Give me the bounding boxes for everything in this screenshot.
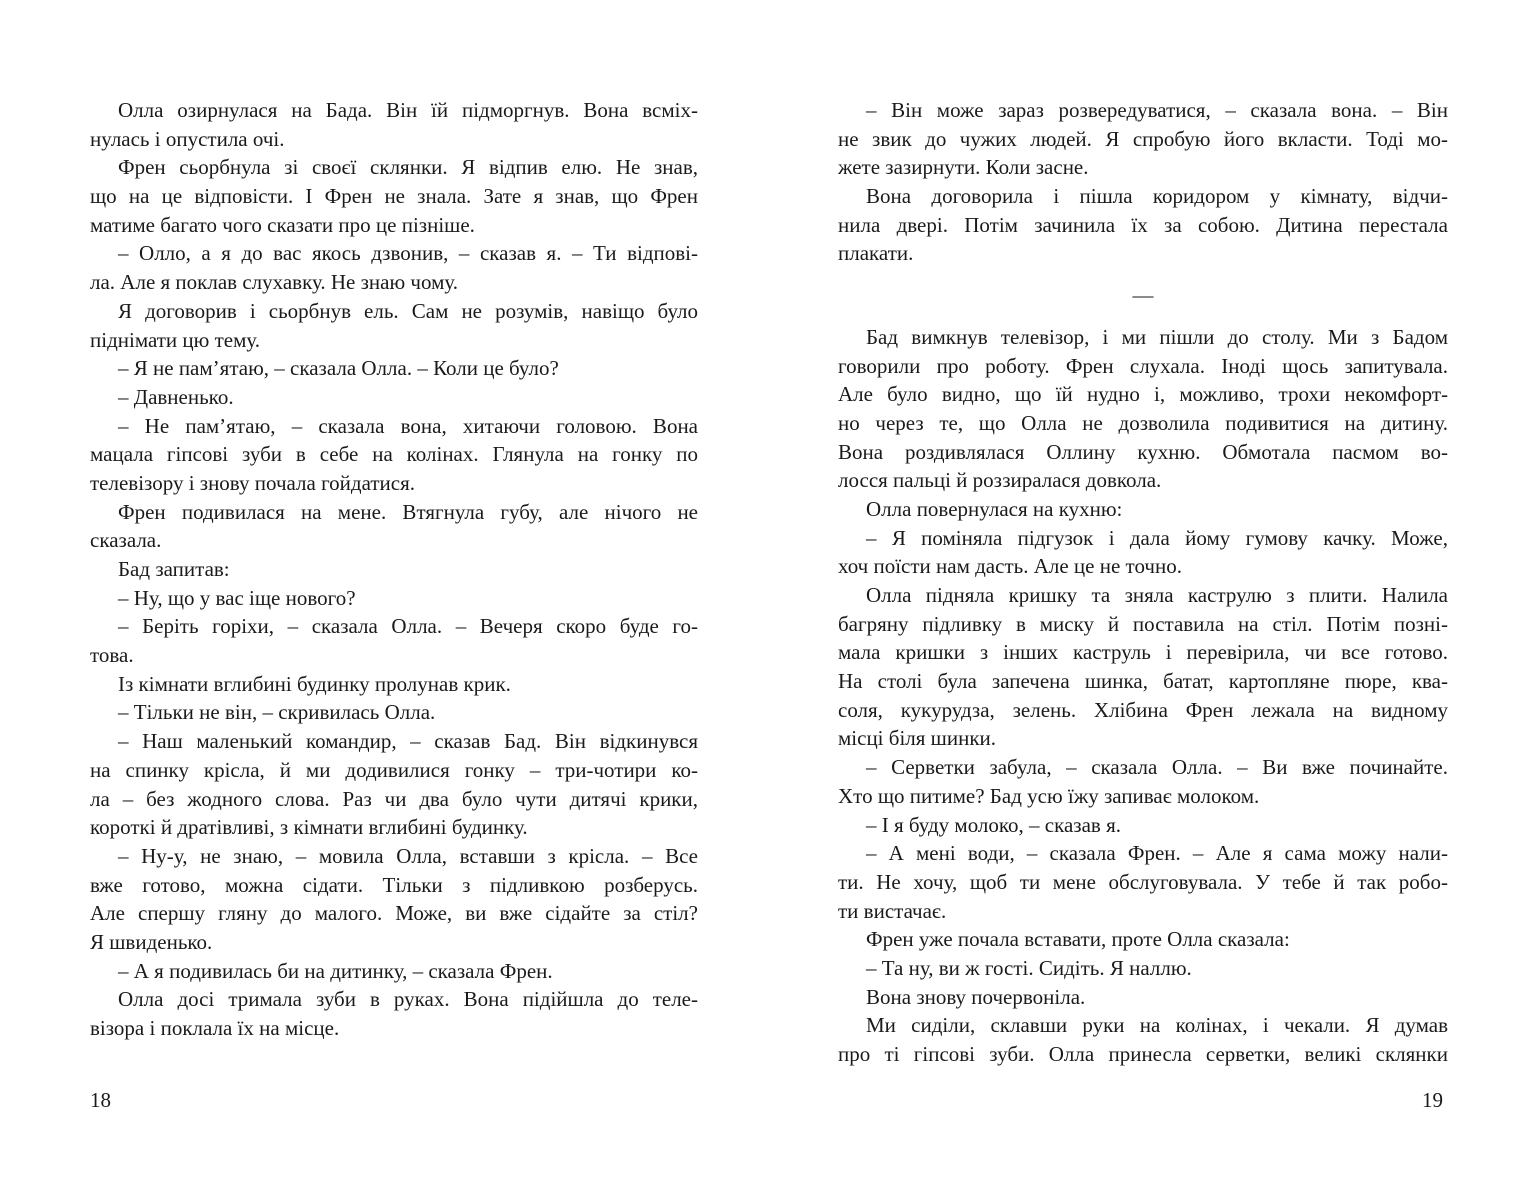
text-line: това.: [90, 643, 134, 668]
text-line: Вона знову почервоніла.: [866, 984, 1086, 1009]
text-line: – Ну, що у вас іще нового?: [118, 585, 356, 610]
text-line: – Ну-у, не знаю, – мовила Олла, вставши з крісла. – Все: [118, 843, 698, 868]
text-line: ла. Але я поклав слухавку. Не знаю чому.: [90, 270, 459, 295]
text-line: не звик до чужих людей. Я спробую його вкласти. Тоді мо-: [838, 126, 1448, 151]
text-line: лосся пальці й роззиралася довкола.: [838, 468, 1162, 493]
text-line: нулась і опустила очі.: [90, 126, 285, 151]
text-line: На столі була запечена шинка, батат, картопляне пюре, ква-: [838, 669, 1448, 694]
text-line: соля, кукурудза, зелень. Хлібина Френ лежала на видному: [838, 697, 1448, 722]
text-line: – Я поміняла підгузок і дала йому гумову качку. Може,: [866, 525, 1448, 550]
text-line: Я швиденько.: [90, 929, 213, 954]
text-line: – Не пам’ятаю, – сказала вона, хитаючи головою. Вона: [118, 413, 698, 438]
text-line: Ми сиділи, склавши руки на колінах, і чекали. Я думав: [866, 1013, 1448, 1038]
text-line: Френ уже почала вставати, проте Олла сказала:: [866, 927, 1290, 952]
text-line: – Та ну, ви ж гості. Сидіть. Я наллю.: [866, 955, 1192, 980]
text-line: – Серветки забула, – сказала Олла. – Ви вже починайте.: [866, 755, 1448, 780]
text-line: ти вистачає.: [838, 898, 947, 923]
text-line: нила двері. Потім зачинила їх за собою. Дитина перестала: [838, 212, 1448, 237]
text-line: про ті гіпсові зуби. Олла принесла серветки, великі склянки: [838, 1042, 1448, 1066]
right-page-section-2: [838, 323, 1448, 1069]
page-number-right: 19: [1422, 1088, 1443, 1112]
text-line: мацала гіпсові зуби в себе на колінах. Глянула на гонку по: [90, 442, 698, 467]
text-line: вже готово, можна сідати. Тільки з підливкою розберусь.: [90, 872, 698, 897]
text-line: Олла озирнулася на Бада. Він їй підморгнув. Вона всміх-: [118, 98, 698, 122]
text-line: хоч поїсти нам дасть. Але це не точно.: [838, 554, 1182, 579]
text-line: плакати.: [838, 241, 914, 266]
right-page-text: [838, 96, 1448, 1069]
text-line: – Давненько.: [118, 384, 234, 409]
text-line: Але було видно, що їй нудно і, можливо, трохи некомфорт-: [838, 382, 1448, 407]
text-line: Вона договорила і пішла коридором у кімнату, відчи-: [866, 184, 1448, 209]
text-line: – Беріть горіхи, – сказала Олла. – Вечеря скоро буде го-: [118, 614, 698, 639]
text-line: Бад вимкнув телевізор, і ми пішли до столу. Ми з Бадом: [866, 324, 1448, 349]
text-line: на спинку крісла, й ми додивилися гонку – три-чотири ко-: [90, 757, 698, 782]
text-line: Але спершу гляну до малого. Може, ви вже сідайте за стіл?: [90, 901, 698, 926]
text-line: говорили про роботу. Френ слухала. Іноді щось запитувала.: [838, 353, 1448, 378]
text-line: жете зазирнути. Коли засне.: [838, 155, 1089, 180]
text-line: сказала.: [90, 528, 162, 553]
section-separator: —: [1132, 283, 1154, 308]
text-line: но через те, що Олла не дозволила подивитися на дитину.: [838, 410, 1448, 435]
text-line: – А мені води, – сказала Френ. – Але я сама можу нали-: [866, 841, 1448, 866]
text-line: Олла підняла кришку та зняла каструлю з плити. Налила: [866, 583, 1448, 607]
right-page-section-1: [838, 96, 1448, 268]
text-line: матиме багато чого сказати про це пізніше.: [90, 212, 475, 237]
text-line: ла – без жодного слова. Раз чи два було чути дитячі крики,: [90, 786, 698, 811]
text-line: – Тільки не він, – скривилась Олла.: [118, 700, 436, 725]
text-line: Френ сьорбнула зі своєї склянки. Я відпив елю. Не знав,: [118, 155, 698, 180]
text-line: Я договорив і сьорбнув ель. Сам не розумів, навіщо було: [118, 298, 698, 323]
text-line: мала кришки з інших каструль і перевірила, чи все готово.: [838, 640, 1448, 665]
text-line: місці біля шинки.: [838, 726, 997, 751]
text-line: Олла повернулася на кухню:: [866, 496, 1123, 521]
text-line: короткі й дратівливі, з кімнати вглибині будинку.: [90, 815, 528, 840]
text-line: піднімати цю тему.: [90, 327, 261, 352]
text-line: – Олло, а я до вас якось дзвонив, – сказав я. – Ти відпові-: [118, 241, 698, 266]
text-line: – А я подивилась би на дитинку, – сказала Френ.: [118, 958, 553, 983]
text-line: Френ подивилася на мене. Втягнула губу, але нічого не: [118, 499, 698, 524]
text-line: візора і поклала їх на місце.: [90, 1016, 340, 1040]
text-line: – Наш маленький командир, – сказав Бад. Він відкинувся: [118, 729, 698, 754]
text-line: Вона роздивлялася Оллину кухню. Обмотала пасмом во-: [838, 439, 1448, 464]
text-line: Бад запитав:: [118, 557, 230, 581]
text-line: Хто що питиме? Бад усю їжу запиває молоком.: [838, 783, 1260, 808]
text-line: ти. Не хочу, щоб ти мене обслуговувала. У тебе й так робо-: [838, 869, 1448, 894]
text-line: що на це відповісти. І Френ не знала. Зате я знав, що Френ: [90, 184, 698, 209]
text-line: Олла досі тримала зуби в руках. Вона підійшла до теле-: [118, 987, 698, 1012]
page-number-left: 18: [90, 1088, 111, 1112]
text-line: багряну підливку в миску й поставила на стіл. Потім позні-: [838, 611, 1448, 636]
text-line: – Я не пам’ятаю, – сказала Олла. – Коли це було?: [118, 356, 559, 381]
text-line: Із кімнати вглибині будинку пролунав крик.: [118, 671, 511, 696]
left-page-text: [90, 96, 698, 1043]
text-line: телевізору і знову почала гойдатися.: [90, 470, 416, 495]
text-line: – Він може зараз розвередуватися, – сказала вона. – Він: [866, 98, 1448, 122]
text-line: – І я буду молоко, – сказав я.: [866, 812, 1121, 837]
